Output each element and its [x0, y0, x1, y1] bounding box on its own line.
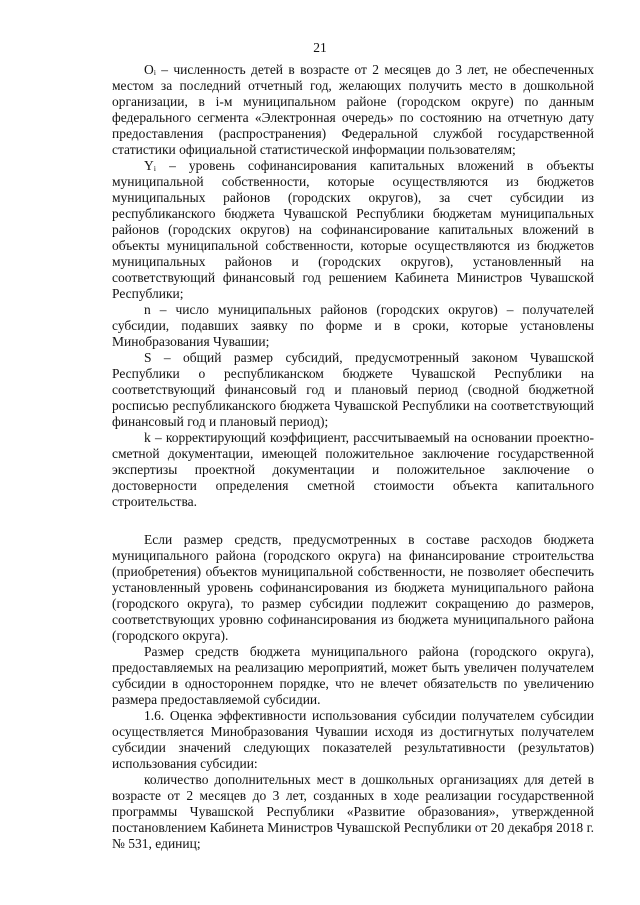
paragraph-o-definition: Oᵢ – численность детей в возрасте от 2 месяцев до 3 лет, не обеспеченных местом за последний отчетный год, желающих получить место в дошкольной организации, в i-м муниципальном районе (городском округе) по данным федерального сегмента «Электронная очередь» по состоянию на отчетную дату предоставления (распространения) Федеральной службой государственной статистики официальной статистической информации пользователям; [112, 62, 594, 157]
paragraph-y-definition: Yᵢ – уровень софинансирования капитальных вложений в объекты муниципальной собственности, которые осуществляются из бюджетов муниципальных районов (городских округов), за счет субсидии из республиканского бюджета Чувашской Республики бюджетам муниципальных районов (городских округов) на софинансирование капитальных вложений в объекты муниципальной собственности, которые осуществляются из бюджетов муниципальных районов и (городских округов), установленный на соответствующий финансовый год решением Кабинета Министров Чувашской Республики; [112, 158, 594, 301]
paragraph-funding-increase: Размер средств бюджета муниципального района (городского округа), предоставляемых на реализацию мероприятий, может быть увеличен получателем субсидии в одностороннем порядке, что не влечет обязательств по увеличению размера предоставляемой субсидии. [112, 644, 594, 707]
paragraph-funding-reduction: Если размер средств, предусмотренных в составе расходов бюджета муниципального района (городского округа) на финансирование строительства (приобретения) объектов муниципальной собственности, не позволяет обеспечить установленный уровень софинансирования из бюджета муниципального района (городского округа), то размер субсидии подлежит сокращению до размеров, соответствующих уровню софинансирования из бюджета муниципального района (городского округа). [112, 532, 594, 643]
paragraph-s-definition: S – общий размер субсидий, предусмотренный законом Чувашской Республики о республиканском бюджете Чувашской Республики на соответствующий финансовый год и плановый период (сводной бюджетной росписью республиканского бюджета Чувашской Республики на соответствующий финансовый год и плановый период); [112, 350, 594, 429]
paragraph-efficiency-evaluation: 1.6. Оценка эффективности использования субсидии получателем субсидии осуществляется Минобразования Чувашии исходя из достигнутых получателем субсидии значений следующих показателей результативности (результатов) использования субсидии: [112, 708, 594, 771]
paragraph-k-definition: k – корректирующий коэффициент, рассчитываемый на основании проектно-сметной документации, имеющей положительное заключение государственной экспертизы проектной документации и положительное заключение о достоверности определения сметной стоимости объекта капитального строительства. [112, 430, 594, 509]
page-number: 21 [313, 40, 327, 55]
paragraph-n-definition: n – число муниципальных районов (городских округов) – получателей субсидии, подавших заявку по форме и в сроки, которые установлены Минобразования Чувашии; [112, 302, 594, 349]
paragraph-indicator-places: количество дополнительных мест в дошкольных организациях для детей в возрасте от 2 месяцев до 3 лет, созданных в ходе реализации государственной программы Чувашской Республики «Развитие образования», утвержденной постановлением Кабинета Министров Чувашской Республики от 20 декабря 2018 г. № 531, единиц; [112, 772, 594, 851]
document-body [112, 62, 594, 852]
